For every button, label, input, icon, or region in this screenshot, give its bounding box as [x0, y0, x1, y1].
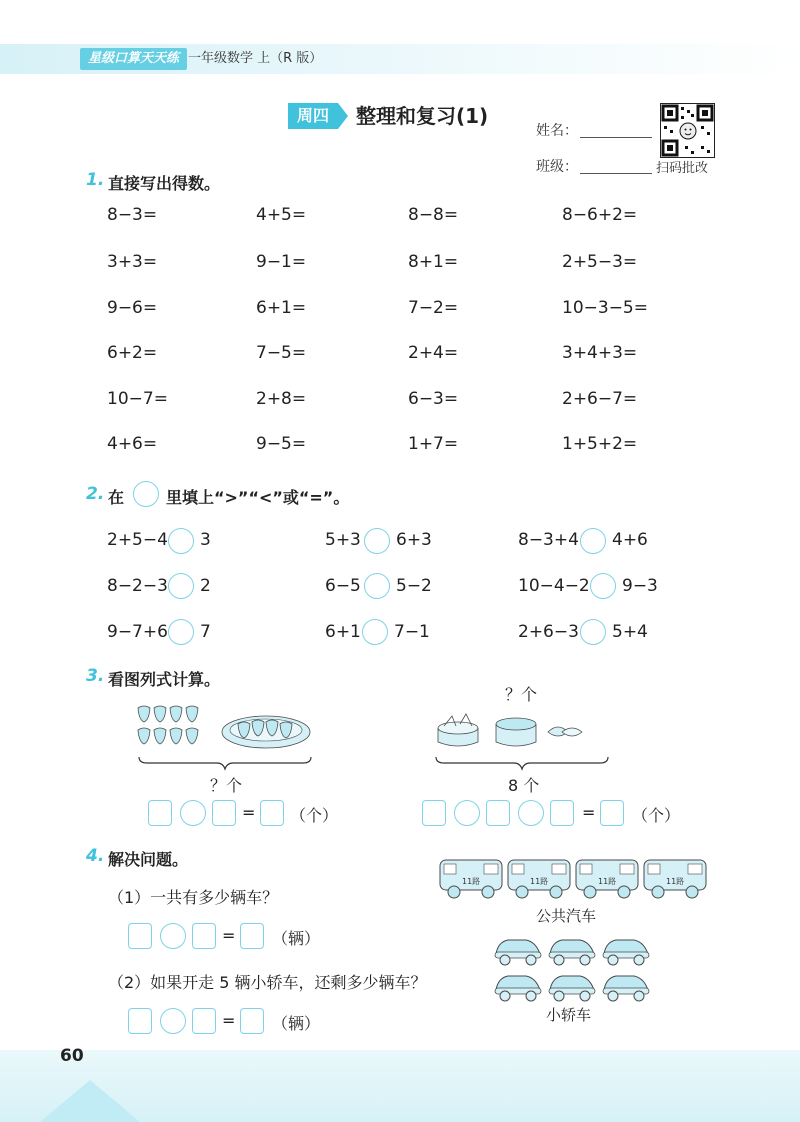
car-icon [600, 932, 652, 966]
series-tag: 星级口算天天练 [80, 48, 187, 70]
equation: 9−1= [256, 252, 307, 272]
equation: 7−5= [256, 343, 307, 363]
bus-icon [574, 856, 640, 902]
equation: 4+6= [107, 434, 158, 454]
operator-circle[interactable] [180, 800, 206, 826]
equation: 2+8= [256, 389, 307, 409]
compare-right: 7 [200, 622, 211, 642]
compare-circle[interactable] [580, 528, 606, 554]
compare-right: 5−2 [396, 576, 432, 596]
equation: 1+5+2= [562, 434, 638, 454]
compare-left: 10−4−2 [518, 576, 590, 596]
bus-route-label: 11路 [666, 877, 685, 886]
equation: 2+5−3= [562, 252, 638, 272]
compare-right: 6+3 [396, 530, 432, 550]
result-box[interactable] [240, 923, 264, 949]
answer-box[interactable] [550, 800, 574, 826]
answer-box[interactable] [192, 923, 216, 949]
equation: 7−2= [408, 298, 459, 318]
bus-route-label: 11路 [530, 877, 549, 886]
equation: 6+1= [256, 298, 307, 318]
compare-circle[interactable] [168, 573, 194, 599]
section-3-title: 看图列式计算。 [108, 670, 221, 689]
unit-label: （个） [632, 806, 681, 825]
class-label: 班级： [536, 159, 578, 175]
equals-sign: = [242, 803, 256, 822]
compare-left: 2+6−3 [518, 622, 579, 642]
bus-row [438, 856, 708, 902]
section-3-number: 3. [86, 666, 105, 686]
bus-caption: 公共汽车 [536, 907, 597, 925]
answer-box[interactable] [148, 800, 172, 826]
page-number: 60 [60, 1046, 84, 1066]
section-2-title-a: 在 [108, 488, 125, 507]
unit-label: （个） [290, 806, 339, 825]
compare-right: 9−3 [622, 576, 658, 596]
footer-decoration [40, 1080, 140, 1122]
compare-left: 9−7+6 [107, 622, 168, 642]
car-icon [546, 932, 598, 966]
equation: 10−7= [107, 389, 168, 409]
section-1-number: 1. [86, 170, 105, 190]
answer-box[interactable] [486, 800, 510, 826]
car-icon [492, 968, 544, 1002]
car-group [492, 932, 652, 1004]
left-brace [137, 755, 313, 771]
equation: 2+4= [408, 343, 459, 363]
equation: 1+7= [408, 434, 459, 454]
compare-left: 6+1 [325, 622, 361, 642]
equation: 2+6−7= [562, 389, 638, 409]
name-label: 姓名： [536, 123, 578, 139]
section-2-number: 2. [86, 484, 105, 504]
compare-left: 8−3+4 [518, 530, 579, 550]
compare-circle[interactable] [168, 619, 194, 645]
compare-right: 3 [200, 530, 211, 550]
bus-icon [438, 856, 504, 902]
equals-sign: = [222, 926, 236, 945]
equation: 3+3= [107, 252, 158, 272]
compare-circle[interactable] [364, 528, 390, 554]
qr-code-icon[interactable] [660, 103, 715, 158]
compare-right: 2 [200, 576, 211, 596]
section-4-title: 解决问题。 [108, 850, 189, 869]
compare-left: 5+3 [325, 530, 361, 550]
bus-route-label: 11路 [462, 877, 481, 886]
result-box[interactable] [240, 1008, 264, 1034]
operator-circle[interactable] [518, 800, 544, 826]
day-tag: 周四 [288, 103, 338, 129]
car-icon [600, 968, 652, 1002]
right-brace [434, 755, 610, 771]
compare-left: 2+5−4 [107, 530, 168, 550]
compare-right: 7−1 [394, 622, 430, 642]
car-icon [492, 932, 544, 966]
equation: 4+5= [256, 205, 307, 225]
operator-circle[interactable] [454, 800, 480, 826]
answer-box[interactable] [212, 800, 236, 826]
equals-sign: = [222, 1011, 236, 1030]
unit-label: （辆） [272, 1014, 321, 1033]
left-total-label: ？个 [210, 776, 243, 795]
equation: 8−3= [107, 205, 158, 225]
equals-sign: = [582, 803, 596, 822]
compare-circle[interactable] [580, 619, 606, 645]
unit-label: （辆） [272, 929, 321, 948]
operator-circle[interactable] [160, 923, 186, 949]
cakes-illustration [434, 702, 594, 752]
book-subtitle: 一年级数学 上（R 版） [188, 51, 323, 66]
equation: 8−6+2= [562, 205, 638, 225]
bus-icon [506, 856, 572, 902]
day-tag-arrow [338, 103, 348, 129]
compare-right: 4+6 [612, 530, 648, 550]
equation: 9−5= [256, 434, 307, 454]
result-box[interactable] [260, 800, 284, 826]
compare-left: 6−5 [325, 576, 361, 596]
section-4-number: 4. [86, 846, 105, 866]
compare-circle[interactable] [168, 528, 194, 554]
answer-box[interactable] [422, 800, 446, 826]
class-line [580, 172, 652, 174]
bus-route-label: 11路 [598, 877, 617, 886]
compare-circle[interactable] [364, 573, 390, 599]
sample-circle [133, 481, 159, 507]
answer-box[interactable] [192, 1008, 216, 1034]
qr-caption: 扫码批改 [656, 161, 709, 176]
compare-circle[interactable] [362, 619, 388, 645]
question-2: （2）如果开走 5 辆小轿车，还剩多少辆车？ [108, 973, 427, 992]
page-title: 整理和复习(1) [356, 104, 489, 128]
right-total-label: 8 个 [508, 776, 540, 795]
bus-icon [642, 856, 708, 902]
car-caption: 小轿车 [546, 1006, 592, 1024]
section-1-title: 直接写出得数。 [108, 174, 221, 193]
equation: 8+1= [408, 252, 459, 272]
equation: 10−3−5= [562, 298, 648, 318]
answer-box[interactable] [128, 1008, 152, 1034]
operator-circle[interactable] [160, 1008, 186, 1034]
strawberries-illustration [134, 702, 314, 752]
right-top-label: ？个 [505, 685, 538, 704]
section-2-title-b: 里填上“>”“<”或“=”。 [166, 488, 350, 507]
car-icon [546, 968, 598, 1002]
compare-right: 5+4 [612, 622, 648, 642]
equation: 6+2= [107, 343, 158, 363]
result-box[interactable] [600, 800, 624, 826]
answer-box[interactable] [128, 923, 152, 949]
equation: 6−3= [408, 389, 459, 409]
question-1: （1）一共有多少辆车？ [108, 888, 279, 907]
compare-left: 8−2−3 [107, 576, 168, 596]
equation: 9−6= [107, 298, 158, 318]
equation: 8−8= [408, 205, 459, 225]
name-line [580, 136, 652, 138]
equation: 3+4+3= [562, 343, 638, 363]
compare-circle[interactable] [590, 573, 616, 599]
